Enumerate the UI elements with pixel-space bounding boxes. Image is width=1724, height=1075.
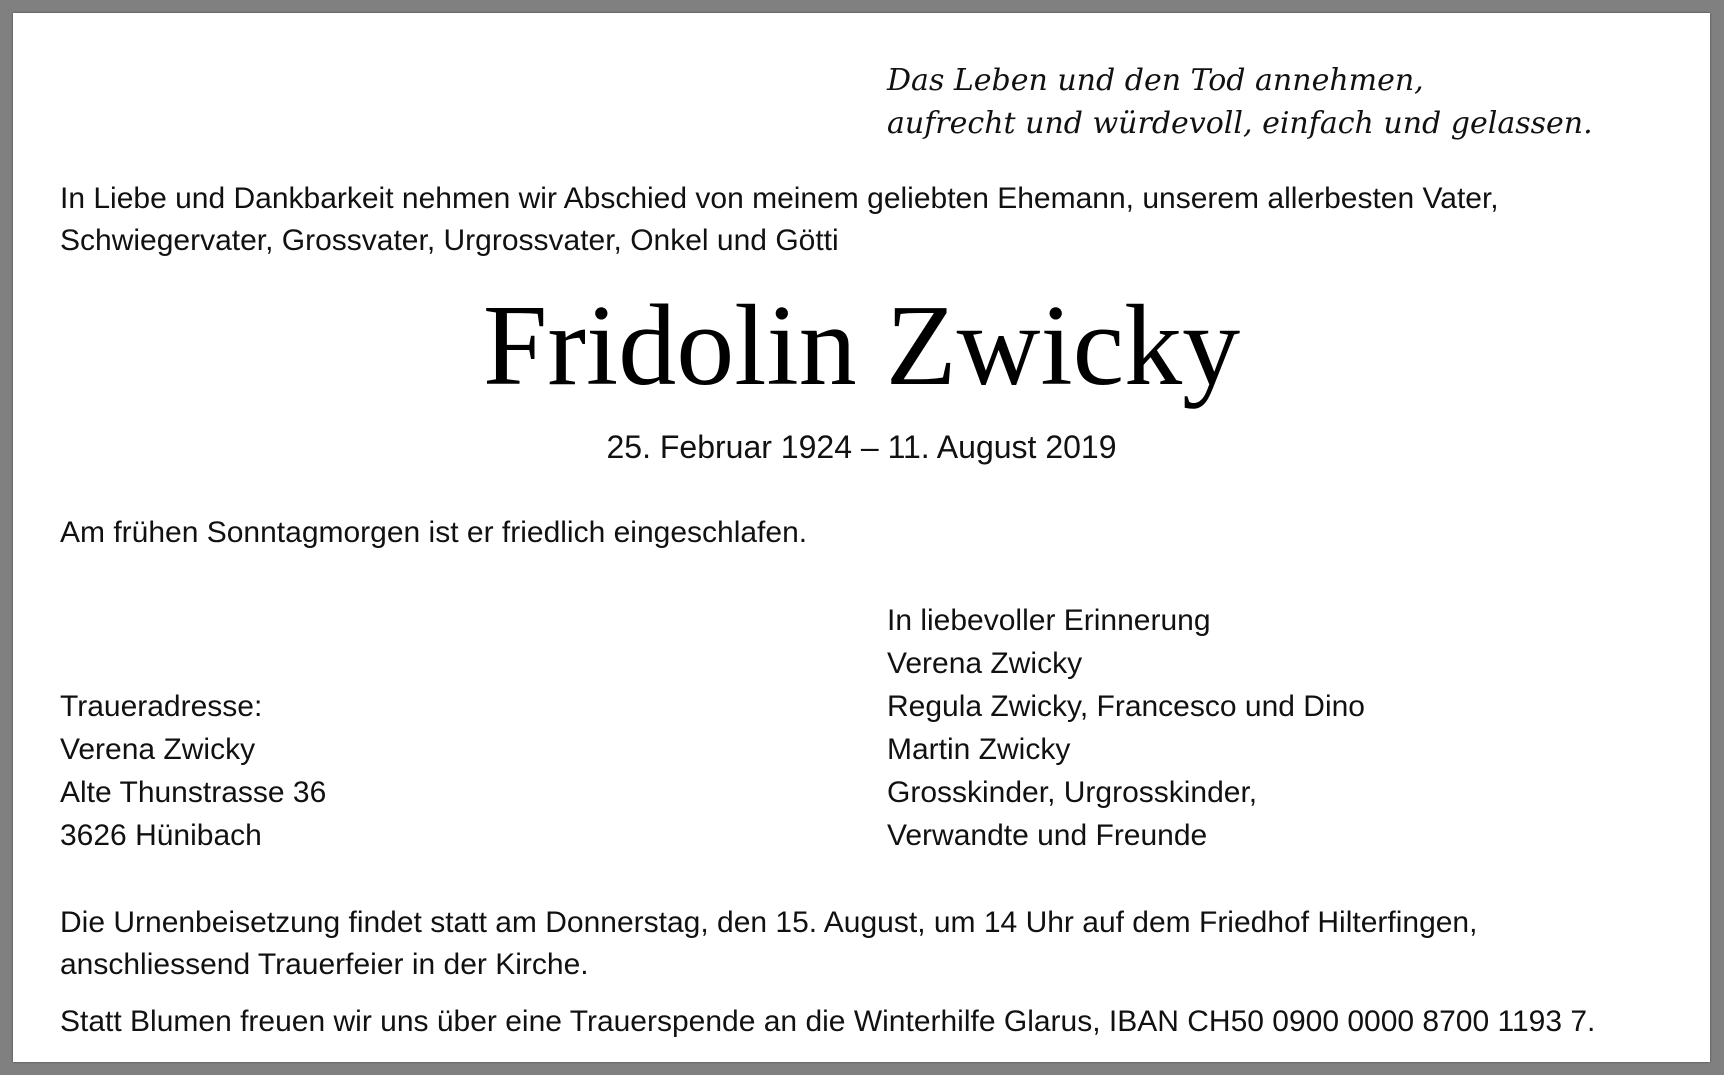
mourner-line: Verwandte und Freunde bbox=[887, 819, 1208, 852]
mourner-line: Grosskinder, Urgrosskinder, bbox=[887, 776, 1258, 809]
intro-line-1: In Liebe und Dankbarkeit nehmen wir Abschied von meinem geliebten Ehemann, unserem allerbesten Vater, bbox=[60, 182, 1499, 215]
mourners-list bbox=[887, 599, 1365, 857]
mourner-line: Regula Zwicky, Francesco und Dino bbox=[887, 690, 1365, 723]
passing-note: Am frühen Sonntagmorgen ist er friedlich eingeschlafen. bbox=[60, 516, 808, 549]
deceased-name: Fridolin Zwicky bbox=[482, 282, 1241, 410]
mourning-address bbox=[60, 685, 326, 857]
motto-quote bbox=[887, 59, 1593, 145]
mourner-line: Verena Zwicky bbox=[887, 647, 1083, 680]
motto-line-1: Das Leben und den Tod annehmen, bbox=[887, 63, 1424, 98]
life-dates: 25. Februar 1924 – 11. August 2019 bbox=[606, 429, 1117, 465]
burial-notice bbox=[60, 902, 1477, 986]
address-name: Verena Zwicky bbox=[60, 733, 256, 766]
address-label: Traueradresse: bbox=[60, 690, 263, 723]
burial-line-1: Die Urnenbeisetzung findet statt am Donnerstag, den 15. August, um 14 Uhr auf dem Friedhof Hilterfingen, bbox=[60, 906, 1478, 939]
donation-notice: Statt Blumen freuen wir uns über eine Trauerspende an die Winterhilfe Glarus, IBAN CH50 0900 0000 8700 1193 7. bbox=[60, 1005, 1596, 1038]
burial-line-2: anschliessend Trauerfeier in der Kirche. bbox=[60, 948, 589, 981]
obituary-page bbox=[13, 13, 1710, 1062]
intro-text bbox=[60, 178, 1670, 262]
address-street: Alte Thunstrasse 36 bbox=[60, 776, 327, 809]
intro-line-2: Schwiegervater, Grossvater, Urgrossvater, Onkel und Götti bbox=[60, 224, 839, 257]
address-city: 3626 Hünibach bbox=[60, 819, 262, 852]
motto-line-2: aufrecht und würdevoll, einfach und gelassen. bbox=[887, 106, 1593, 141]
mourner-line: Martin Zwicky bbox=[887, 733, 1071, 766]
mourners-heading: In liebevoller Erinnerung bbox=[887, 604, 1211, 637]
